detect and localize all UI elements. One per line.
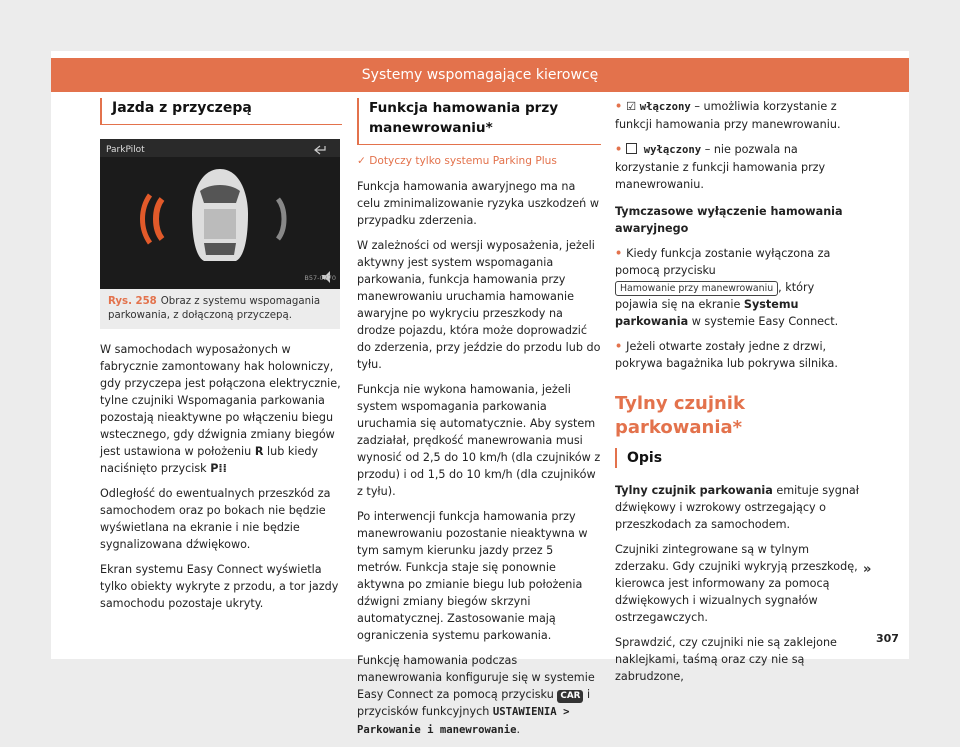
parkpilot-figure (100, 139, 340, 289)
column-middle (357, 98, 601, 747)
checked-checkbox-icon: ☑ (626, 100, 637, 113)
continue-arrow-icon: » (863, 562, 872, 577)
paragraph: Po interwencji funkcja hamowania przy manewrowaniu pozostanie nieaktywna w tym samym kierunku jazdy przez 5 metrów. Funkcja staje się ponownie aktywna po zmianie biegu lub położenia dźwigni zmiany biegów skrzyni automatycznej. Zastosowanie mają ograniczenia systemu parkowania. (357, 510, 588, 642)
park-assist-icon: P⁞⁞ (210, 462, 227, 475)
paragraph: Ekran systemu Easy Connect wyświetla tylko obiekty wykryte z przodu, a tor jazdy samochodu pozostaje ukryty. (100, 563, 339, 610)
heading-text: Jazda z przyczepą (112, 100, 252, 116)
paragraph: Sprawdzić, czy czujniki nie są zaklejone naklejkami, taśmą oraz czy nie są zabrudzone, (615, 636, 837, 683)
figure-label: Rys. 258 (108, 296, 157, 307)
figure-code: B57-0270 (304, 274, 336, 282)
car-button-icon: CAR (557, 690, 583, 703)
paragraph: Czujniki zintegrowane są w tylnym zderzaku. Gdy czujniki wykryją przeszkodę, kierowca jest informowany za pomocą dźwiękowych i wizualnych sygnałów ostrzegawczych. (615, 543, 858, 624)
sub-heading: Tymczasowe wyłączenie hamowania awaryjnego (615, 205, 843, 235)
paragraph: Funkcja hamowania awaryjnego ma na celu zminimalizowanie ryzyka uszkodzeń w przypadku zderzenia. (357, 180, 599, 227)
section-title: Tylny czujnik parkowania* (615, 393, 745, 438)
paragraph: Odległość do ewentualnych przeszkód za samochodem oraz po bokach nie będzie wyświetlana na ekranie i nie będzie sygnalizowana dźwiękowo. (100, 487, 331, 551)
braking-button-badge: Hamowanie przy manewrowaniu (615, 281, 778, 296)
parkpilot-screen-illustration (100, 139, 340, 289)
unchecked-checkbox-icon (626, 143, 637, 154)
list-item: • Kiedy funkcja zostanie wyłączona za pomocą przycisku Hamowanie przy manewrowaniu , który pojawia się na ekranie Systemu parkowania w systemie Easy Connect. (615, 247, 839, 328)
column-left (100, 98, 342, 620)
caption-text: Obraz z systemu wspomagania parkowania, z dołączoną przyczepą. (108, 296, 321, 321)
page-number: 307 (876, 632, 899, 645)
paragraph: W zależności od wersji wyposażenia, jeżeli aktywny jest system wspomagania parkowania, funkcja hamowania przy manewrowaniu uruchamia hamowanie awaryjne po wykryciu przeszkody na drodze pojazdu, która może doprowadzić do zderzenia, przy jeździe do przodu lub do tyłu. (357, 239, 601, 371)
section-heading-braking (357, 98, 601, 145)
section-heading-trailer (100, 98, 342, 125)
figure-caption (100, 289, 340, 329)
paragraph: Funkcję hamowania podczas manewrowania konfiguruje się w systemie Easy Connect za pomocą przycisku CAR i przycisków funkcyjnych USTAWIENIA > Parkowanie i manewrowanie. (357, 654, 595, 736)
paragraph: Funkcja nie wykona hamowania, jeżeli system wspomagania parkowania uruchamia się automatycznie. Aby system zadziałał, prędkość manewrowania musi wynosić od 2,5 do 10 km/h (dla czujników z przodu) i od 1,5 do 10 km/h (dla czujników z tyłu). (357, 383, 601, 498)
list-item: • Jeżeli otwarte zostały jedne z drzwi, pokrywa bagażnika lub pokrywa silnika. (615, 340, 838, 370)
sub-section-title: Opis (615, 448, 860, 468)
column-right (615, 98, 860, 693)
check-icon: ✓ (357, 155, 366, 167)
heading-text: Funkcja hamowania przy manewrowaniu* (369, 100, 559, 136)
paragraph: W samochodach wyposażonych w fabrycznie zamontowany hak holowniczy, gdy przyczepa jest połączona elektrycznie, tylne czujniki Wspomagania parkowania pozostają nieaktywne po włączeniu biegu wstecznego, gdy dźwignia zmiany biegów jest ustawiona w położeniu R lub kiedy naciśnięto przycisk P⁞⁞ (100, 343, 341, 475)
car-top-view-icon (192, 169, 248, 261)
paragraph: Tylny czujnik parkowania emituje sygnał dźwiękowy i wzrokowy ostrzegający o przeszkodach za samochodem. (615, 484, 859, 531)
applicability-note: ✓ Dotyczy tylko systemu Parking Plus (357, 155, 557, 167)
page-header: Systemy wspomagające kierowcę (51, 58, 909, 92)
menu-path: USTAWIENIA > Parkowanie i manewrowanie (357, 706, 570, 736)
screen-title: ParkPilot (106, 145, 145, 155)
list-item: • wyłączony – nie pozwala na korzystanie z funkcji hamowania przy manewrowaniu. (615, 143, 826, 191)
list-item: • ☑ włączony – umożliwia korzystanie z funkcji hamowania przy manewrowaniu. (615, 100, 841, 131)
